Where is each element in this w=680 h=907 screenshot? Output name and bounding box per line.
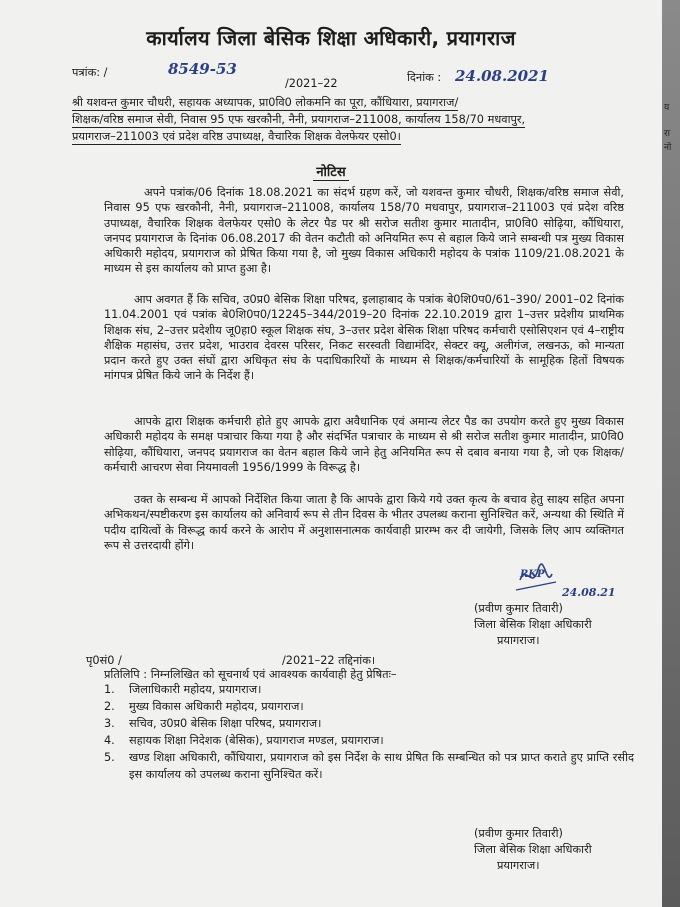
ref-number: 8549-53 [168,60,237,78]
list-item [104,698,644,715]
paragraph-4: उक्त के सम्बन्ध में आपको निर्देशित किया जाता है कि आपके द्वारा किये गये उक्त कृत्य के बचाव हेतु साक्ष्य सहित अपना अभिकथन/स्पष्टीकरण इस कार्यालय को अनिवार्य रूप से तीन दिवस के भीतर उपलब्ध कराना सुनिश्चित करें, अन्यथा की स्थिति में पदीय दायित्वों के विरूद्ध कार्य करने के आरोप में अनुशासनात्मक कार्यवाही प्रारम्भ कर दी जायेगी, जिसके लिए आप व्यक्तिगत रूप से उत्तरदायी होंगे। [104,493,624,552]
signature-designation-1: जिला बेसिक शिक्षा अधिकारी [474,618,592,631]
copy-ref-year: /2021–22 तद्दिनांक। [282,654,376,667]
list-item-text: सहायक शिक्षा निदेशक (बेसिक), प्रयागराज मण्डल, प्रयागराज। [129,734,384,747]
addressee-line-3: प्रयागराज–211003 एवं प्रदेश वरिष्ठ उपाध्यक्ष, वैचारिक शिक्षक वेलफेयर एसो0। [72,130,401,143]
signature-date: 24.08.21 [562,586,616,599]
list-item-text: सचिव, उ0प्र0 बेसिक शिक्षा परिषद, प्रयागराज। [129,717,322,730]
edge-text: य [664,103,670,113]
ref-label: पत्रांक: / [72,66,108,79]
office-title: कार्यालय जिला बेसिक शिक्षा अधिकारी, प्रयागराज [146,26,516,50]
edge-text: नो [664,143,672,153]
list-item [104,749,644,783]
edge-text: रा [664,129,671,139]
addressee-line-2: शिक्षक/वरिष्ठ समाज सेवी, निवास 95 एफ खरकौनी, नैनी, प्रयागराज–211008, कार्यालय 158/70 मधवापुर, [72,113,526,126]
signature-place-2: प्रयागराज। [497,859,540,872]
list-item [104,681,644,698]
list-item-number: 5. [104,751,115,764]
list-item-number: 3. [104,717,115,730]
paragraph-3: आपके द्वारा शिक्षक कर्मचारी होते हुए आपके द्वारा अवैधानिक एवं अमान्य लेटर पैड का उपयोग करते हुए मुख्य विकास अधिकारी महोदय के समक्ष पत्राचार किया गया है और संदर्भित पत्राचार के माध्यम से श्री सरोज सतीश कुमार मातादीन, प्रा0वि0 सोढ़िया, कौंधियारा, जनपद प्रयागराज का वेतन बहाल किये जाने हेतु अनियमित रूप से दबाव बनाया गया है, जो एक शिक्षक/कर्मचारी आचरण सेवा नियमावली 1956/1999 के विरूद्ध है। [104,415,624,474]
copy-intro: प्रतिलिपि : निम्नलिखित को सूचनार्थ एवं आवश्यक कार्यवाही हेतु प्रेषितः– [104,668,397,681]
date-label: दिनांक : [407,71,442,84]
signature-name-2: (प्रवीण कुमार तिवारी) [474,827,563,840]
list-item [104,732,644,749]
list-item [104,715,644,732]
notice-heading [0,162,662,180]
paragraph-2: आप अवगत हैं कि सचिव, उ0प्र0 बेसिक शिक्षा परिषद, इलाहाबाद के पत्रांक बे0शि0प0/61–390/ 2001–02 दिनांक 11.04.2001 एवं पत्रांक बे0शि0प0/12245–344/2019–20 दिनांक 22.10.2019 द्वारा 1–उत्तर प्रदेशीय प्राथमिक शिक्षक संघ, 2–उत्तर प्रदेशीय जू0हा0 स्कूल शिक्षक संघ, 3–उत्तर प्रदेश बेसिक शिक्षा परिषद कर्मचारी एसोसिएशन एवं 4–राष्ट्रीय शैक्षिक महासंघ, उत्तर प्रदेश, भाउराव देवरस परिसर, निकट सरस्वती विद्यामंदिर, सेक्टर क्यू, अलीगंज, लखनऊ, को मान्यता प्रदान करते हुए उक्त संघों द्वारा अधिकृत संघ के पदाधिकारियों के माध्यम से शिक्षक/कर्मचारियों के सामूहिक हितों विषयक मांगपत्र प्रेषित किये जाने के निर्देश हैं। [104,293,624,383]
list-item-number: 2. [104,700,115,713]
signature-designation-2: जिला बेसिक शिक्षा अधिकारी [474,843,592,856]
list-item-text: मुख्य विकास अधिकारी महोदय, प्रयागराज। [129,700,304,713]
list-item-number: 4. [104,734,115,747]
notice-heading-text: नोटिस [313,165,348,181]
date-value: 24.08.2021 [455,67,549,85]
ref-year: /2021–22 [285,77,338,90]
list-item-text: जिलाधिकारी महोदय, प्रयागराज। [129,683,262,696]
signature-initials: RKP [520,569,545,580]
copy-list [104,681,644,783]
copy-ref-label: पृ0सं0 / [86,654,122,667]
signature-place-1: प्रयागराज। [497,634,540,647]
list-item-number: 1. [104,683,115,696]
signature-name-1: (प्रवीण कुमार तिवारी) [474,602,563,615]
paragraph-1: अपने पत्रांक/06 दिनांक 18.08.2021 का संदर्भ ग्रहण करें, जो यशवन्त कुमार चौधरी, शिक्षक/वरिष्ठ समाज सेवी, निवास 95 एफ खरकौनी, नैनी, प्रयागराज–211008, कार्यालय 158/70 मधवापुर, प्रयागराज–211003 एवं प्रदेश वरिष्ठ उपाध्यक्ष, वैचारिक शिक्षक वेलफेयर एसो0 के लेटर पैड पर श्री सरोज सतीश कुमार मातादीन, प्रा0वि0 सोढ़िया, कौंधियारा, जनपद प्रयागराज के दिनांक 06.08.2017 की वेतन कटौती को अनियमित रूप से बहाल किये जाने सम्बन्धी पत्र मुख्य विकास अधिकारी महोदय, प्रयागराज को प्रेषित किया गया है, जो मुख्य विकास अधिकारी महोदय के पत्रांक 1109/21.08.2021 के माध्यम से इस कार्यालय को प्राप्त हुआ है। [104,186,624,276]
list-item-text: खण्ड शिक्षा अधिकारी, कौंधियारा, प्रयागराज को इस निर्देश के साथ प्रेषित कि सम्बन्धित को पत्र प्राप्त कराते हुए प्राप्ति रसीद इस कार्यालय को उपलब्ध कराना सुनिश्चित करें। [129,751,634,781]
addressee-line-1: श्री यशवन्त कुमार चौधरी, सहायक अध्यापक, प्रा0वि0 लोकमनि का पूरा, कौंधियारा, प्रयागराज/ [72,96,459,109]
